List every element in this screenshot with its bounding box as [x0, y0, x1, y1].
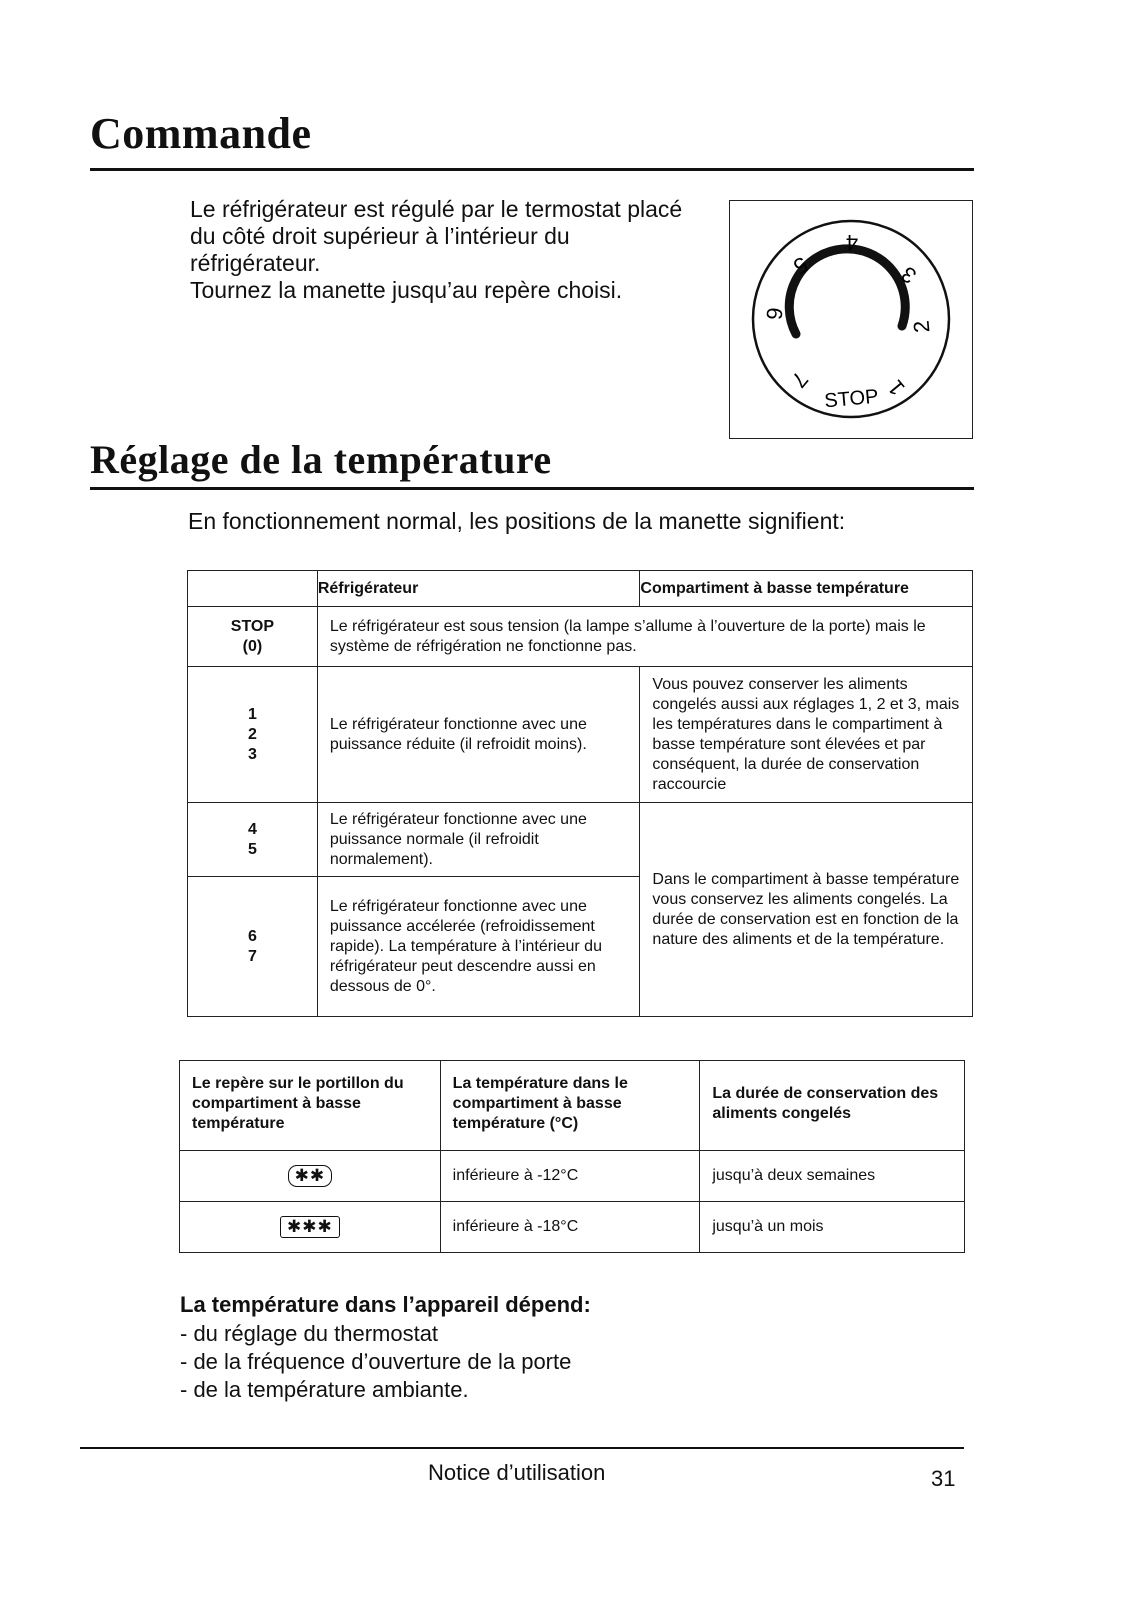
- position-label: 2: [247, 725, 257, 743]
- intro-paragraph: [190, 196, 710, 304]
- position-label: 6: [247, 927, 257, 945]
- storage-row: [180, 1151, 965, 1202]
- page-number: 31: [931, 1466, 956, 1491]
- footer-rule: [80, 1447, 964, 1449]
- dependence-list: [180, 1320, 571, 1404]
- dial-label-7: 7: [786, 367, 814, 393]
- storage-header-duration: La durée de conservation des aliments congelés: [700, 1061, 965, 1151]
- compartment-description-4567: Dans le compartiment à basse température vous conservez les aliments congelés. La durée de conservation est en fonction de la nature des aliments et de la température.: [640, 803, 973, 1017]
- storage-header-mark: Le repère sur le portillon du compartiment à basse température: [180, 1061, 441, 1151]
- header-empty-cell: [188, 571, 318, 607]
- position-label: 3: [247, 745, 257, 763]
- section-title-reglage: Réglage de la température: [90, 437, 552, 482]
- page-title-commande: Commande: [90, 109, 312, 158]
- position-label: 5: [247, 840, 257, 858]
- table-row-123: [188, 667, 973, 803]
- header-refrigerateur: Réfrigérateur: [317, 571, 640, 607]
- table-header-row: [188, 571, 973, 607]
- storage-temperature: inférieure à -18°C: [440, 1202, 700, 1253]
- dial-label-2: 2: [908, 319, 935, 334]
- thermostat-dial-figure: [729, 200, 973, 439]
- storage-row: [180, 1202, 965, 1253]
- dial-label-5: 5: [789, 251, 813, 280]
- list-item: - de la température ambiante.: [180, 1377, 469, 1402]
- dial-label-3: 3: [896, 261, 921, 289]
- table-row-45: [188, 803, 973, 877]
- position-67: [188, 877, 318, 1017]
- storage-duration: jusqu’à deux semaines: [700, 1151, 965, 1202]
- header-compartiment: Compartiment à basse température: [640, 571, 973, 607]
- dial-label-4: 4: [845, 230, 859, 255]
- positions-table: [187, 570, 973, 1017]
- intro-line-1: Le réfrigérateur est régulé par le termostat placé: [190, 196, 683, 222]
- storage-duration: jusqu’à un mois: [700, 1202, 965, 1253]
- dial-label-1: 1: [882, 375, 910, 401]
- fridge-description-67: Le réfrigérateur fonctionne avec une puissance accélerée (refroidissement rapide). La température à l’intérieur du réfrigérateur peut descendre aussi en dessous de 0°.: [317, 877, 640, 1017]
- storage-header-row: [180, 1061, 965, 1151]
- intro-line-2: du côté droit supérieur à l’intérieur du: [190, 223, 570, 249]
- list-item: - de la fréquence d’ouverture de la porte: [180, 1349, 572, 1374]
- fridge-description-45: Le réfrigérateur fonctionne avec une puissance normale (il refroidit normalement).: [317, 803, 640, 877]
- position-label: STOP: [230, 617, 275, 635]
- dial-label-stop: STOP: [823, 385, 880, 413]
- position-45: [188, 803, 318, 877]
- three-star-icon: ✱✱✱: [280, 1216, 340, 1238]
- position-stop: [188, 607, 318, 667]
- table-row-stop: [188, 607, 973, 667]
- compartment-description-123: Vous pouvez conserver les aliments congelés aussi aux réglages 1, 2 et 3, mais les températures dans le compartiment à basse température sont élevées et par conséquent, la durée de conservation raccourcie: [640, 667, 973, 803]
- storage-mark-cell: [180, 1202, 441, 1253]
- thermostat-dial-icon: [730, 201, 972, 438]
- position-123: [188, 667, 318, 803]
- stop-description: Le réfrigérateur est sous tension (la lampe s’allume à l’ouverture de la porte) mais le système de réfrigération ne fonctionne pas.: [317, 607, 972, 667]
- title-rule: [90, 168, 974, 171]
- storage-table: [179, 1060, 965, 1253]
- position-label: 1: [247, 705, 257, 723]
- footer-label: Notice d’utilisation: [428, 1460, 606, 1485]
- storage-mark-cell: [180, 1151, 441, 1202]
- position-label: (0): [242, 637, 263, 655]
- list-item: - du réglage du thermostat: [180, 1321, 439, 1346]
- storage-header-temperature: La température dans le compartiment à basse température (°C): [440, 1061, 700, 1151]
- intro-line-4: Tournez la manette jusqu’au repère choisi.: [190, 277, 623, 303]
- dial-label-6: 6: [761, 306, 788, 321]
- position-label: 4: [247, 820, 257, 838]
- two-star-icon: ✱✱: [288, 1165, 333, 1187]
- fridge-description-123: Le réfrigérateur fonctionne avec une puissance réduite (il refroidit moins).: [317, 667, 640, 803]
- intro-line-3: réfrigérateur.: [190, 250, 321, 276]
- section-rule: [90, 487, 974, 490]
- position-label: 7: [247, 947, 257, 965]
- dependence-title: La température dans l’appareil dépend:: [180, 1292, 591, 1317]
- storage-temperature: inférieure à -12°C: [440, 1151, 700, 1202]
- section-intro: En fonctionnement normal, les positions de la manette signifient:: [188, 508, 846, 534]
